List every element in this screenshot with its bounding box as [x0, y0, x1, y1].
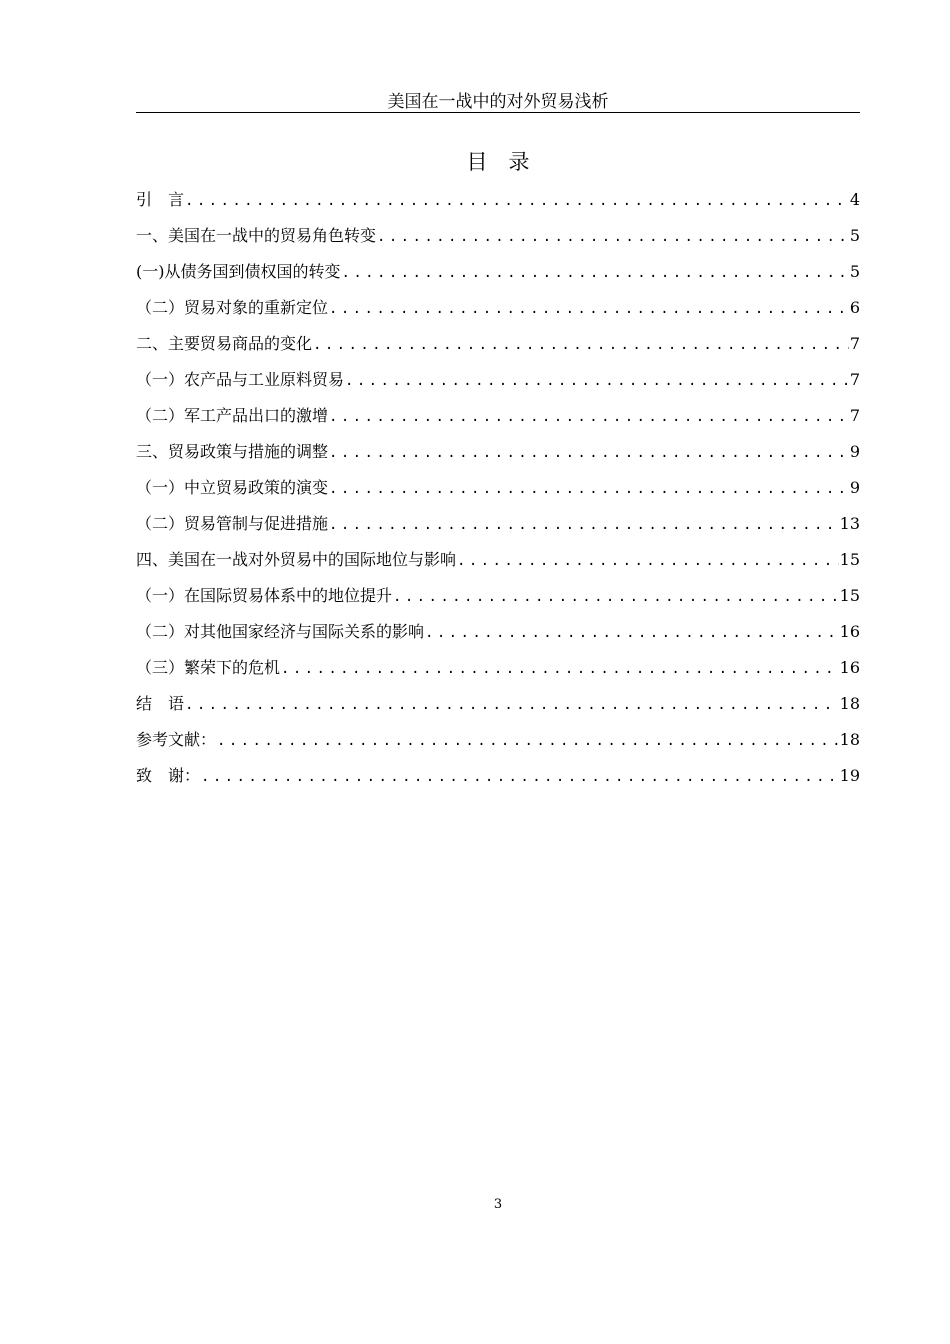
toc-entry-label: 三、贸易政策与措施的调整: [136, 442, 329, 461]
toc-entry-page: 7: [849, 406, 860, 425]
toc-entry-section-3-2[interactable]: [136, 510, 860, 546]
toc-entry-conclusion[interactable]: [136, 690, 860, 726]
toc-entry-section-2-2[interactable]: [136, 402, 860, 438]
toc-entry-chapter-4[interactable]: [136, 546, 860, 582]
dot-leader: [329, 295, 849, 323]
toc-entry-label: 参考文献：: [136, 730, 217, 749]
toc-entry-label: （一）在国际贸易体系中的地位提升: [136, 586, 393, 605]
toc-entry-section-4-1[interactable]: [136, 582, 860, 618]
table-of-contents: [136, 186, 860, 798]
dot-leader: [329, 511, 839, 539]
toc-entry-page: 16: [839, 622, 860, 641]
toc-entry-section-1-2[interactable]: [136, 294, 860, 330]
toc-entry-chapter-3[interactable]: [136, 438, 860, 474]
toc-entry-acknowledgements[interactable]: [136, 762, 860, 798]
toc-entry-label: 二、主要贸易商品的变化: [136, 334, 313, 353]
toc-entry-page: 7: [849, 370, 860, 389]
toc-entry-label: （三）繁荣下的危机: [136, 658, 281, 677]
dot-leader: [345, 367, 849, 395]
toc-entry-label: （二）贸易对象的重新定位: [136, 298, 329, 317]
toc-entry-label: 致 谢：: [136, 766, 201, 785]
toc-entry-label: （二）军工产品出口的激增: [136, 406, 329, 425]
dot-leader: [329, 403, 849, 431]
toc-entry-label: 四、美国在一战对外贸易中的国际地位与影响: [136, 550, 457, 569]
toc-entry-section-2-1[interactable]: [136, 366, 860, 402]
toc-entry-references[interactable]: [136, 726, 860, 762]
toc-entry-page: 4: [849, 190, 860, 209]
dot-leader: [342, 259, 849, 287]
header-rule: [136, 112, 860, 113]
toc-entry-label: （二）贸易管制与促进措施: [136, 514, 329, 533]
toc-entry-chapter-2[interactable]: [136, 330, 860, 366]
toc-entry-page: 9: [849, 478, 860, 497]
toc-entry-chapter-1[interactable]: [136, 222, 860, 258]
dot-leader: [329, 439, 849, 467]
toc-entry-label: （一）农产品与工业原料贸易: [136, 370, 345, 389]
toc-entry-page: 15: [839, 550, 860, 569]
dot-leader: [281, 655, 839, 683]
toc-entry-section-4-2[interactable]: [136, 618, 860, 654]
toc-entry-page: 7: [849, 334, 860, 353]
dot-leader: [201, 763, 839, 791]
toc-entry-page: 13: [839, 514, 860, 533]
dot-leader: [377, 223, 849, 251]
toc-entry-label: 引 言: [136, 190, 185, 209]
toc-entry-page: 5: [849, 262, 860, 281]
dot-leader: [217, 727, 839, 755]
dot-leader: [457, 547, 839, 575]
toc-entry-page: 16: [839, 658, 860, 677]
toc-entry-page: 5: [849, 226, 860, 245]
toc-entry-section-1-1[interactable]: [136, 258, 860, 294]
toc-entry-label: 一、美国在一战中的贸易角色转变: [136, 226, 377, 245]
dot-leader: [185, 691, 839, 719]
toc-entry-section-3-1[interactable]: [136, 474, 860, 510]
running-header-title: 美国在一战中的对外贸易浅析: [387, 92, 609, 112]
page-number: 3: [493, 1197, 503, 1212]
toc-entry-label: 结 语: [136, 694, 185, 713]
toc-entry-section-4-3[interactable]: [136, 654, 860, 690]
toc-entry-label: （一）中立贸易政策的演变: [136, 478, 329, 497]
dot-leader: [329, 475, 849, 503]
dot-leader: [393, 583, 839, 611]
toc-entry-label: （二）对其他国家经济与国际关系的影响: [136, 622, 425, 641]
dot-leader: [185, 187, 849, 215]
toc-entry-page: 18: [839, 730, 860, 749]
toc-entry-label: (一)从债务国到债权国的转变: [136, 262, 341, 281]
toc-entry-page: 15: [839, 586, 860, 605]
dot-leader: [425, 619, 839, 647]
toc-entry-page: 19: [839, 766, 860, 785]
dot-leader: [313, 331, 849, 359]
toc-title: 目 录: [466, 150, 530, 174]
toc-entry-introduction[interactable]: [136, 186, 860, 222]
toc-entry-page: 18: [839, 694, 860, 713]
toc-entry-page: 9: [849, 442, 860, 461]
toc-entry-page: 6: [849, 298, 860, 317]
